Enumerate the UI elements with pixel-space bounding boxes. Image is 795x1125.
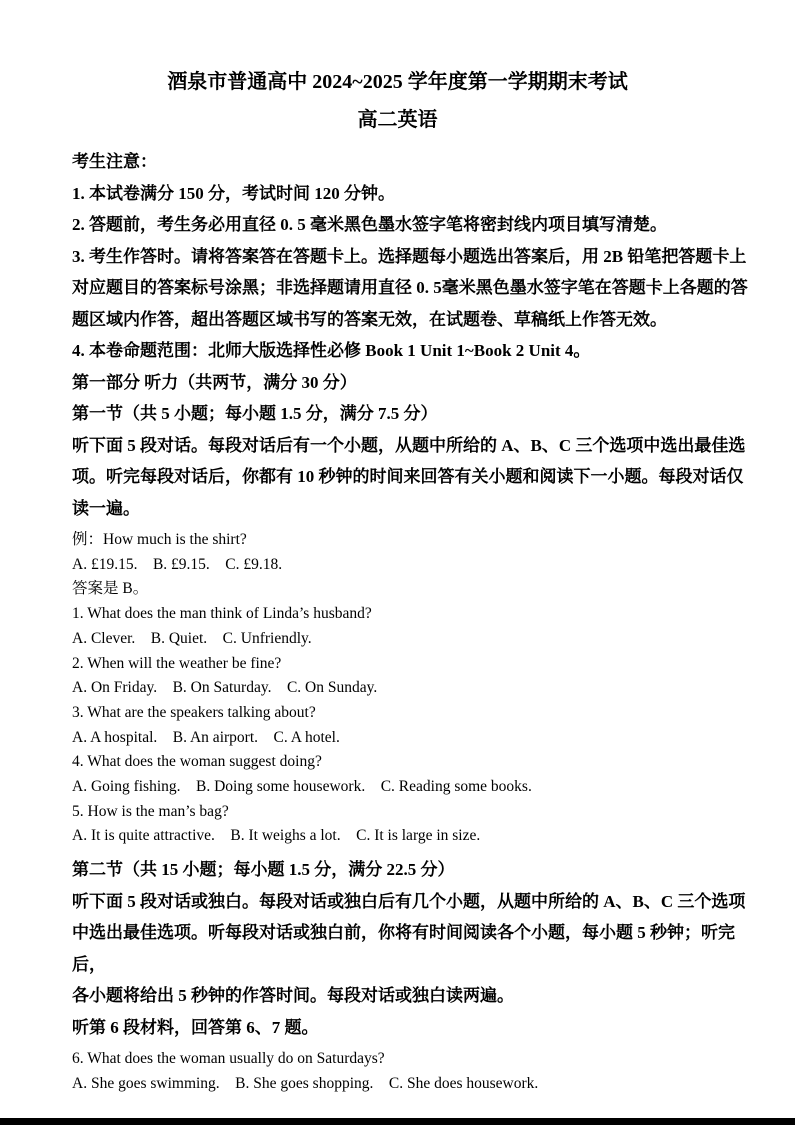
part1-heading: 第一部分 听力（共两节，满分 30 分） (72, 372, 357, 392)
options-2: A. On Friday. B. On Saturday. C. On Sunday. (72, 679, 378, 697)
section1-instructions-line-2: 项。听完每段对话后，你都有 10 秒钟的时间来回答有关小题和阅读下一小题。每段对话仅 (72, 467, 744, 486)
section1-heading: 第一节（共 5 小题；每小题 1.5 分，满分 7.5 分） (72, 404, 438, 423)
notice-item-4: 4. 本卷命题范围：北师大版选择性必修 Book 1 Unit 1~Book 2 Unit 4。 (72, 341, 591, 360)
options-6: A. She goes swimming. B. She goes shopping. C. She does housework. (72, 1074, 539, 1092)
section2-heading: 第二节（共 15 小题；每小题 1.5 分，满分 22.5 分） (72, 860, 455, 880)
question-6: 6. What does the woman usually do on Saturdays? (72, 1050, 385, 1068)
notice-item-1: 1. 本试卷满分 150 分，考试时间 120 分钟。 (72, 183, 395, 203)
document-body (0, 146, 795, 1097)
exam-title: 酒泉市普通高中 2024~2025 学年度第一学期期末考试 (167, 71, 628, 93)
options-3: A. A hospital. B. An airport. C. A hotel. (72, 728, 340, 746)
section2-instructions-line-1: 听下面 5 段对话或独白。每段对话或独白后有几个小题，从题中所给的 A、B、C 三个选项 (72, 891, 746, 911)
question-3: 3. What are the speakers talking about? (72, 703, 316, 721)
notice-heading: 考生注意： (72, 152, 157, 171)
example-answer: 答案是 B。 (72, 580, 149, 598)
question-5: 5. How is the man’s bag? (72, 802, 229, 820)
page-bottom-bar (0, 1118, 795, 1125)
question-4: 4. What does the woman suggest doing? (72, 753, 322, 771)
section2-instructions-line-2: 中选出最佳选项。听每段对话或独白前，你将有时间阅读各个小题，每小题 5 秒钟；听完 (72, 923, 735, 943)
options-5: A. It is quite attractive. B. It weighs a lot. C. It is large in size. (72, 827, 481, 845)
question-1: 1. What does the man think of Linda’s husband? (72, 605, 372, 623)
options-1: A. Clever. B. Quiet. C. Unfriendly. (72, 629, 312, 647)
section2-instructions-line-3: 后， (72, 954, 106, 974)
section2-instructions-line-4: 各小题将给出 5 秒钟的作答时间。每段对话或独白读两遍。 (72, 986, 514, 1006)
section1-instructions-line-3: 读一遍。 (72, 498, 140, 518)
question-2: 2. When will the weather be fine? (72, 654, 282, 672)
example-options: A. £19.15. B. £9.15. C. £9.18. (72, 555, 283, 573)
exam-subtitle: 高二英语 (357, 109, 438, 131)
example-question: 例：How much is the shirt? (72, 531, 247, 548)
material-6-prompt: 听第 6 段材料，回答第 6、7 题。 (72, 1017, 319, 1037)
notice-item-2: 2. 答题前，考生务必用直径 0. 5 毫米黑色墨水签字笔将密封线内项目填写清楚。 (72, 215, 667, 234)
section1-instructions-line-1: 听下面 5 段对话。每段对话后有一个小题，从题中所给的 A、B、C 三个选项中选出最佳选 (72, 435, 746, 455)
notice-item-3-line-1: 3. 考生作答时。请将答案答在答题卡上。选择题每小题选出答案后，用 2B 铅笔把答题卡上 (72, 246, 747, 266)
notice-item-3-line-3: 题区域内作答，超出答题区域书写的答案无效，在试题卷、草稿纸上作答无效。 (72, 309, 667, 329)
options-4: A. Going fishing. B. Doing some housework. C. Reading some books. (72, 778, 532, 796)
notice-item-3-line-2: 对应题目的答案标号涂黑；非选择题请用直径 0. 5毫米黑色墨水签字笔在答题卡上各题的答 (72, 278, 748, 297)
